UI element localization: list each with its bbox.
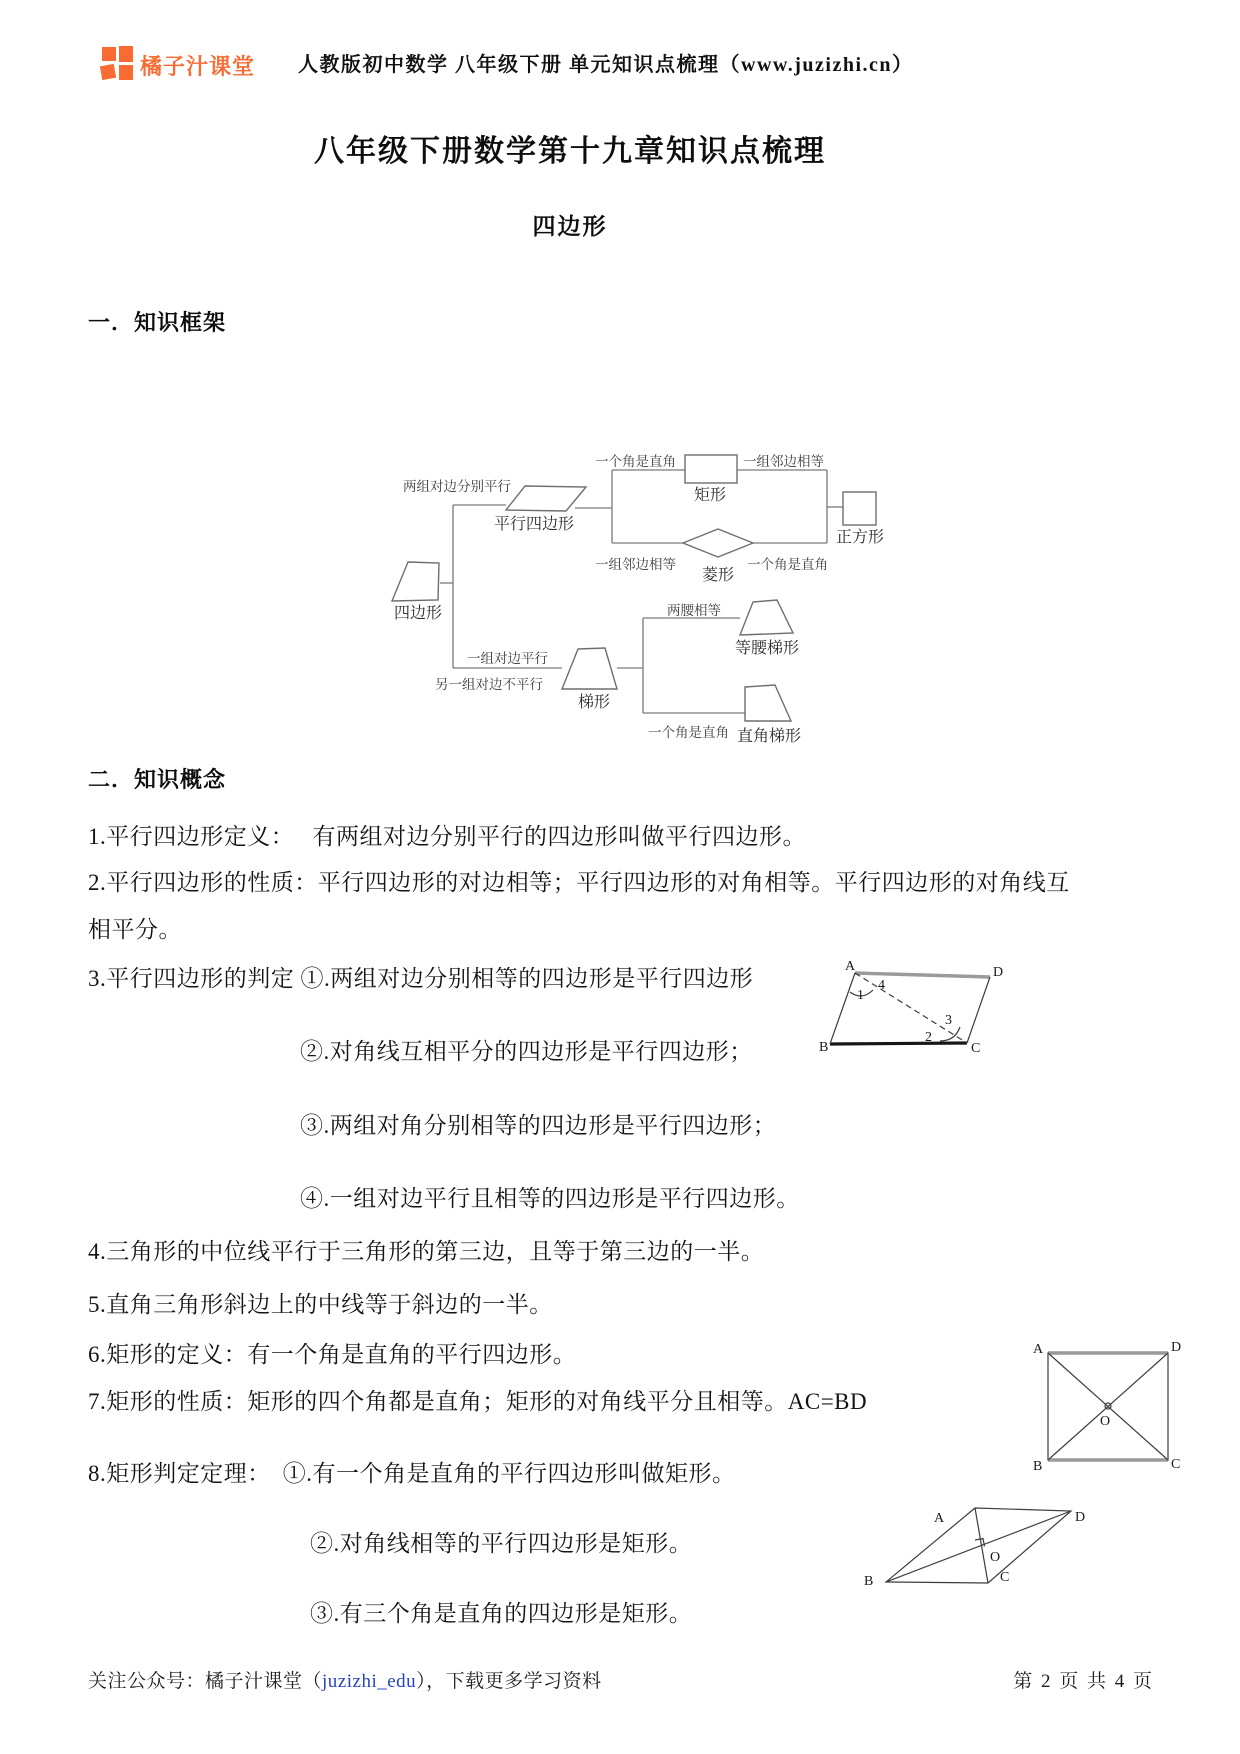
section2-heading: 二．知识概念 (88, 767, 227, 792)
vertex-label-B: B (819, 1040, 829, 1055)
edge-BC (830, 1043, 967, 1044)
condition-adjacent-sides-equal: 一组邻边相等 (595, 557, 676, 572)
concept-line-3: 3.平行四边形的判定 ①.两组对边分别相等的四边形是平行四边形 (88, 966, 754, 991)
condition-adjacent-sides-equal: 一组邻边相等 (743, 454, 824, 469)
right-trapezoid-shape (745, 685, 791, 721)
edge-DC (967, 977, 990, 1043)
concept-line-7: 7.矩形的性质：矩形的四个角都是直角；矩形的对角线平分且相等。AC=BD (88, 1389, 868, 1414)
parallelogram-shape (506, 486, 586, 511)
center-label-O: O (1100, 1414, 1111, 1429)
iso-trapezoid-shape (740, 600, 793, 635)
concept-line-8b: ②.对角线相等的平行四边形是矩形。 (310, 1531, 693, 1556)
condition-legs-equal: 两腰相等 (667, 603, 721, 618)
vertex-label-D: D (993, 965, 1004, 980)
diagram-node-iso-trapezoid: 等腰梯形 (735, 640, 800, 657)
angle-arc-C (940, 1027, 960, 1041)
edge-AD (855, 973, 990, 977)
concept-line-6: 6.矩形的定义：有一个角是直角的平行四边形。 (88, 1342, 577, 1367)
juice-classroom-logo-icon (98, 44, 136, 84)
condition-one-right-angle: 一个角是直角 (595, 454, 676, 469)
angle-label-3: 3 (945, 1013, 952, 1028)
concept-line-3d: ④.一组对边平行且相等的四边形是平行四边形。 (300, 1186, 800, 1211)
footer-prefix: 关注公众号：橘子汁课堂（ (88, 1671, 323, 1692)
condition-one-pair-parallel: 一组对边平行 (467, 651, 548, 666)
vertex-label-A: A (934, 1511, 945, 1526)
concept-line-8c: ③.有三个角是直角的四边形是矩形。 (310, 1601, 693, 1626)
diagram-node-quadrilateral: 四边形 (394, 605, 443, 622)
concept-line-2-cont: 相平分。 (88, 917, 182, 942)
vertex-label-C: C (971, 1041, 981, 1056)
concept-line-1: 1.平行四边形定义： 有两组对边分别平行的四边形叫做平行四边形。 (88, 824, 806, 849)
logo-text: 橘子汁课堂 (140, 54, 256, 79)
rectangle-diagonals-figure (1028, 1338, 1188, 1476)
condition-two-pairs-parallel: 两组对边分别平行 (403, 479, 511, 494)
diagram-node-rhombus: 菱形 (702, 567, 735, 584)
vertex-label-B: B (1033, 1459, 1043, 1474)
vertex-label-C: C (1000, 1570, 1010, 1585)
footer-account-id: juzizhi_edu (322, 1671, 417, 1692)
condition-one-right-angle: 一个角是直角 (747, 557, 828, 572)
diagonal-BD (886, 1511, 1071, 1582)
diagonal-AC (855, 973, 967, 1043)
diagram-node-trapezoid: 梯形 (578, 694, 611, 711)
footer-suffix: ），下载更多学习资料 (416, 1671, 602, 1692)
concept-line-3b: ②.对角线互相平分的四边形是平行四边形； (300, 1039, 753, 1064)
parallelogram-angles-figure (818, 948, 1023, 1066)
vertex-label-C: C (1171, 1457, 1181, 1472)
angle-label-1: 1 (857, 988, 864, 1003)
concept-line-5: 5.直角三角形斜边上的中线等于斜边的一半。 (88, 1292, 553, 1317)
diagram-node-rectangle: 矩形 (694, 487, 727, 504)
vertex-label-D: D (1171, 1340, 1182, 1355)
condition-other-pair-not-parallel: 另一组对边不平行 (435, 677, 543, 692)
vertex-label-B: B (864, 1574, 874, 1589)
condition-one-right-angle: 一个角是直角 (648, 725, 729, 740)
vertex-label-D: D (1075, 1510, 1086, 1525)
concept-line-2: 2.平行四边形的性质：平行四边形的对边相等；平行四边形的对角相等。平行四边形的对角线互 (88, 870, 1070, 895)
concept-line-3c: ③.两组对角分别相等的四边形是平行四边形； (300, 1113, 777, 1138)
section1-heading: 一．知识框架 (88, 310, 227, 335)
concept-line-8: 8.矩形判定定理： ①.有一个角是直角的平行四边形叫做矩形。 (88, 1461, 736, 1486)
quadrilateral-shape (392, 562, 439, 601)
vertex-label-A: A (845, 959, 856, 974)
diagram-node-right-trapezoid: 直角梯形 (737, 728, 802, 745)
angle-label-2: 2 (925, 1030, 932, 1045)
knowledge-framework-diagram (345, 395, 905, 750)
page-indicator: 第 2 页 共 4 页 (1013, 1671, 1154, 1692)
angle-label-4: 4 (878, 978, 885, 993)
header-title: 人教版初中数学 八年级下册 单元知识点梳理（www.juzizhi.cn） (298, 54, 914, 76)
concept-line-4: 4.三角形的中位线平行于三角形的第三边，且等于第三边的一半。 (88, 1239, 765, 1264)
center-label-O: O (990, 1550, 1001, 1565)
diagram-node-square: 正方形 (836, 529, 885, 546)
page-title: 八年级下册数学第十九章知识点梳理 (314, 135, 826, 168)
square-shape (843, 492, 876, 525)
rectangle-shape (685, 455, 737, 483)
vertex-label-A: A (1033, 1342, 1044, 1357)
footer-note (88, 1666, 602, 1693)
edge-AB (830, 973, 855, 1044)
diagram-node-parallelogram: 平行四边形 (494, 516, 575, 533)
rhombus-shape (683, 529, 753, 557)
trapezoid-shape (562, 648, 617, 689)
page-subtitle: 四边形 (532, 214, 608, 239)
rhombus-diagonals-figure (856, 1493, 1106, 1635)
